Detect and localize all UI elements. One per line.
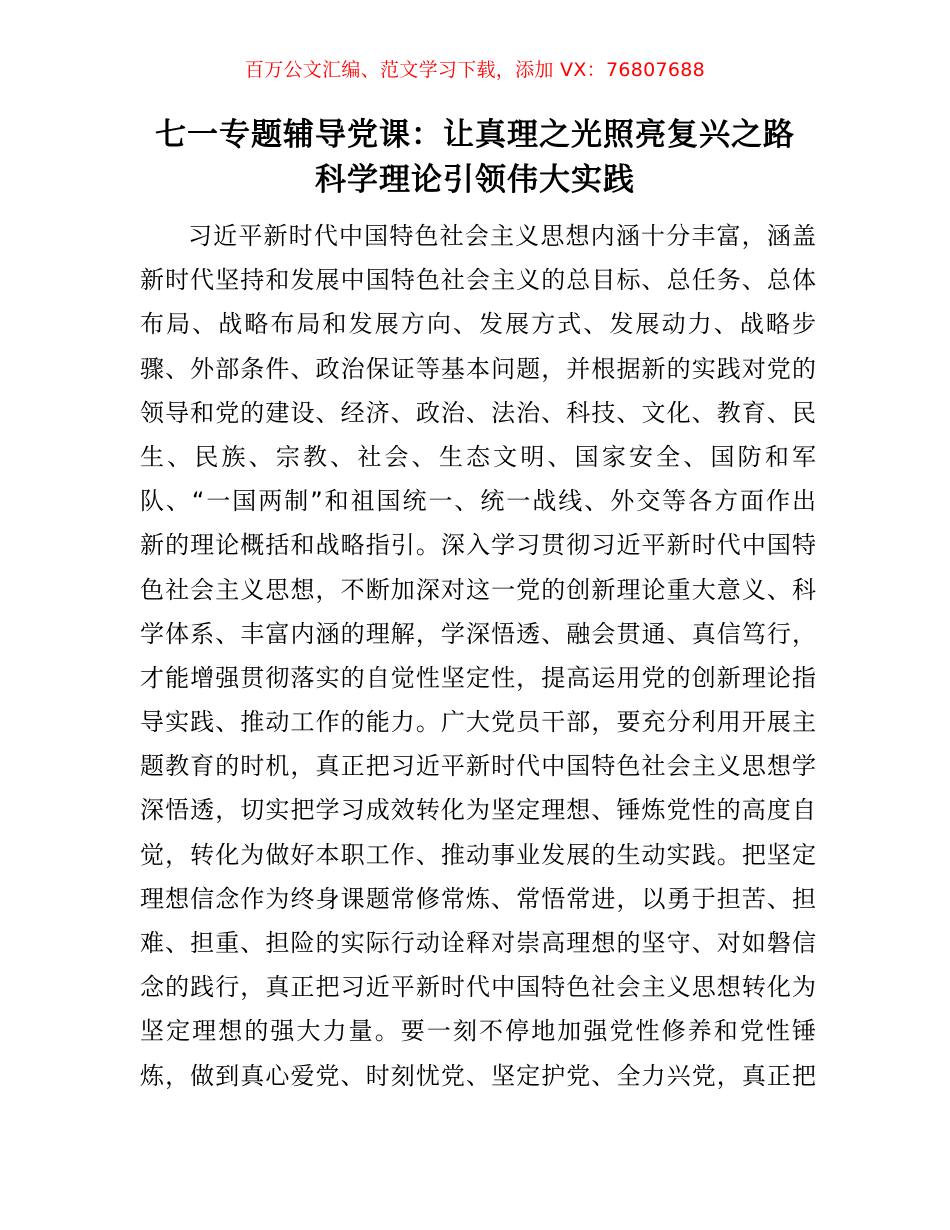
body-line: 队、“一国两制”和祖国统一、统一战线、外交等各方面作出 bbox=[140, 487, 816, 516]
body-line: 习近平新时代中国特色社会主义思想内涵十分丰富，涵盖 bbox=[188, 222, 816, 250]
title-line-2: 科学理论引领伟大实践 bbox=[315, 162, 635, 198]
body-line: 骤、外部条件、政治保证等基本问题，并根据新的实践对党的 bbox=[140, 354, 816, 383]
body-line: 色社会主义思想，不断加深对这一党的创新理论重大意义、科 bbox=[140, 575, 816, 604]
body-paragraph bbox=[140, 214, 816, 1098]
watermark-header: 百万公文汇编、范文学习下载，添加 VX：76807688 bbox=[244, 59, 706, 81]
body-line: 难、担重、担险的实际行动诠释对崇高理想的坚守、对如磐信 bbox=[140, 929, 816, 957]
body-line: 坚定理想的强大力量。要一刻不停地加强党性修养和党性锤 bbox=[140, 1017, 816, 1046]
body-line: 炼，做到真心爱党、时刻忧党、坚定护党、全力兴党，真正把 bbox=[140, 1061, 816, 1090]
title-line-1: 七一专题辅导党课：让真理之光照亮复兴之路 bbox=[155, 117, 795, 153]
body-line: 布局、战略布局和发展方向、发展方式、发展动力、战略步 bbox=[140, 310, 816, 339]
body-line: 念的践行，真正把习近平新时代中国特色社会主义思想转化为 bbox=[140, 973, 816, 1002]
body-line: 觉，转化为做好本职工作、推动事业发展的生动实践。把坚定 bbox=[140, 840, 816, 869]
body-line: 新时代坚持和发展中国特色社会主义的总目标、总任务、总体 bbox=[140, 266, 816, 295]
body-line: 题教育的时机，真正把习近平新时代中国特色社会主义思想学 bbox=[140, 752, 816, 781]
body-line: 理想信念作为终身课题常修常炼、常悟常进，以勇于担苦、担 bbox=[140, 884, 816, 913]
body-line: 生、民族、宗教、社会、生态文明、国家安全、国防和军 bbox=[140, 442, 816, 471]
body-line: 才能增强贯彻落实的自觉性坚定性，提高运用党的创新理论指 bbox=[140, 663, 816, 692]
body-line: 领导和党的建设、经济、政治、法治、科技、文化、教育、民 bbox=[140, 398, 816, 427]
body-line: 深悟透，切实把学习成效转化为坚定理想、锤炼党性的高度自 bbox=[140, 796, 816, 825]
document-title bbox=[60, 113, 890, 203]
body-line: 学体系、丰富内涵的理解，学深悟透、融会贯通、真信笃行， bbox=[140, 619, 816, 648]
body-line: 导实践、推动工作的能力。广大党员干部，要充分利用开展主 bbox=[140, 708, 816, 737]
body-line: 新的理论概括和战略指引。深入学习贯彻习近平新时代中国特 bbox=[140, 531, 816, 560]
